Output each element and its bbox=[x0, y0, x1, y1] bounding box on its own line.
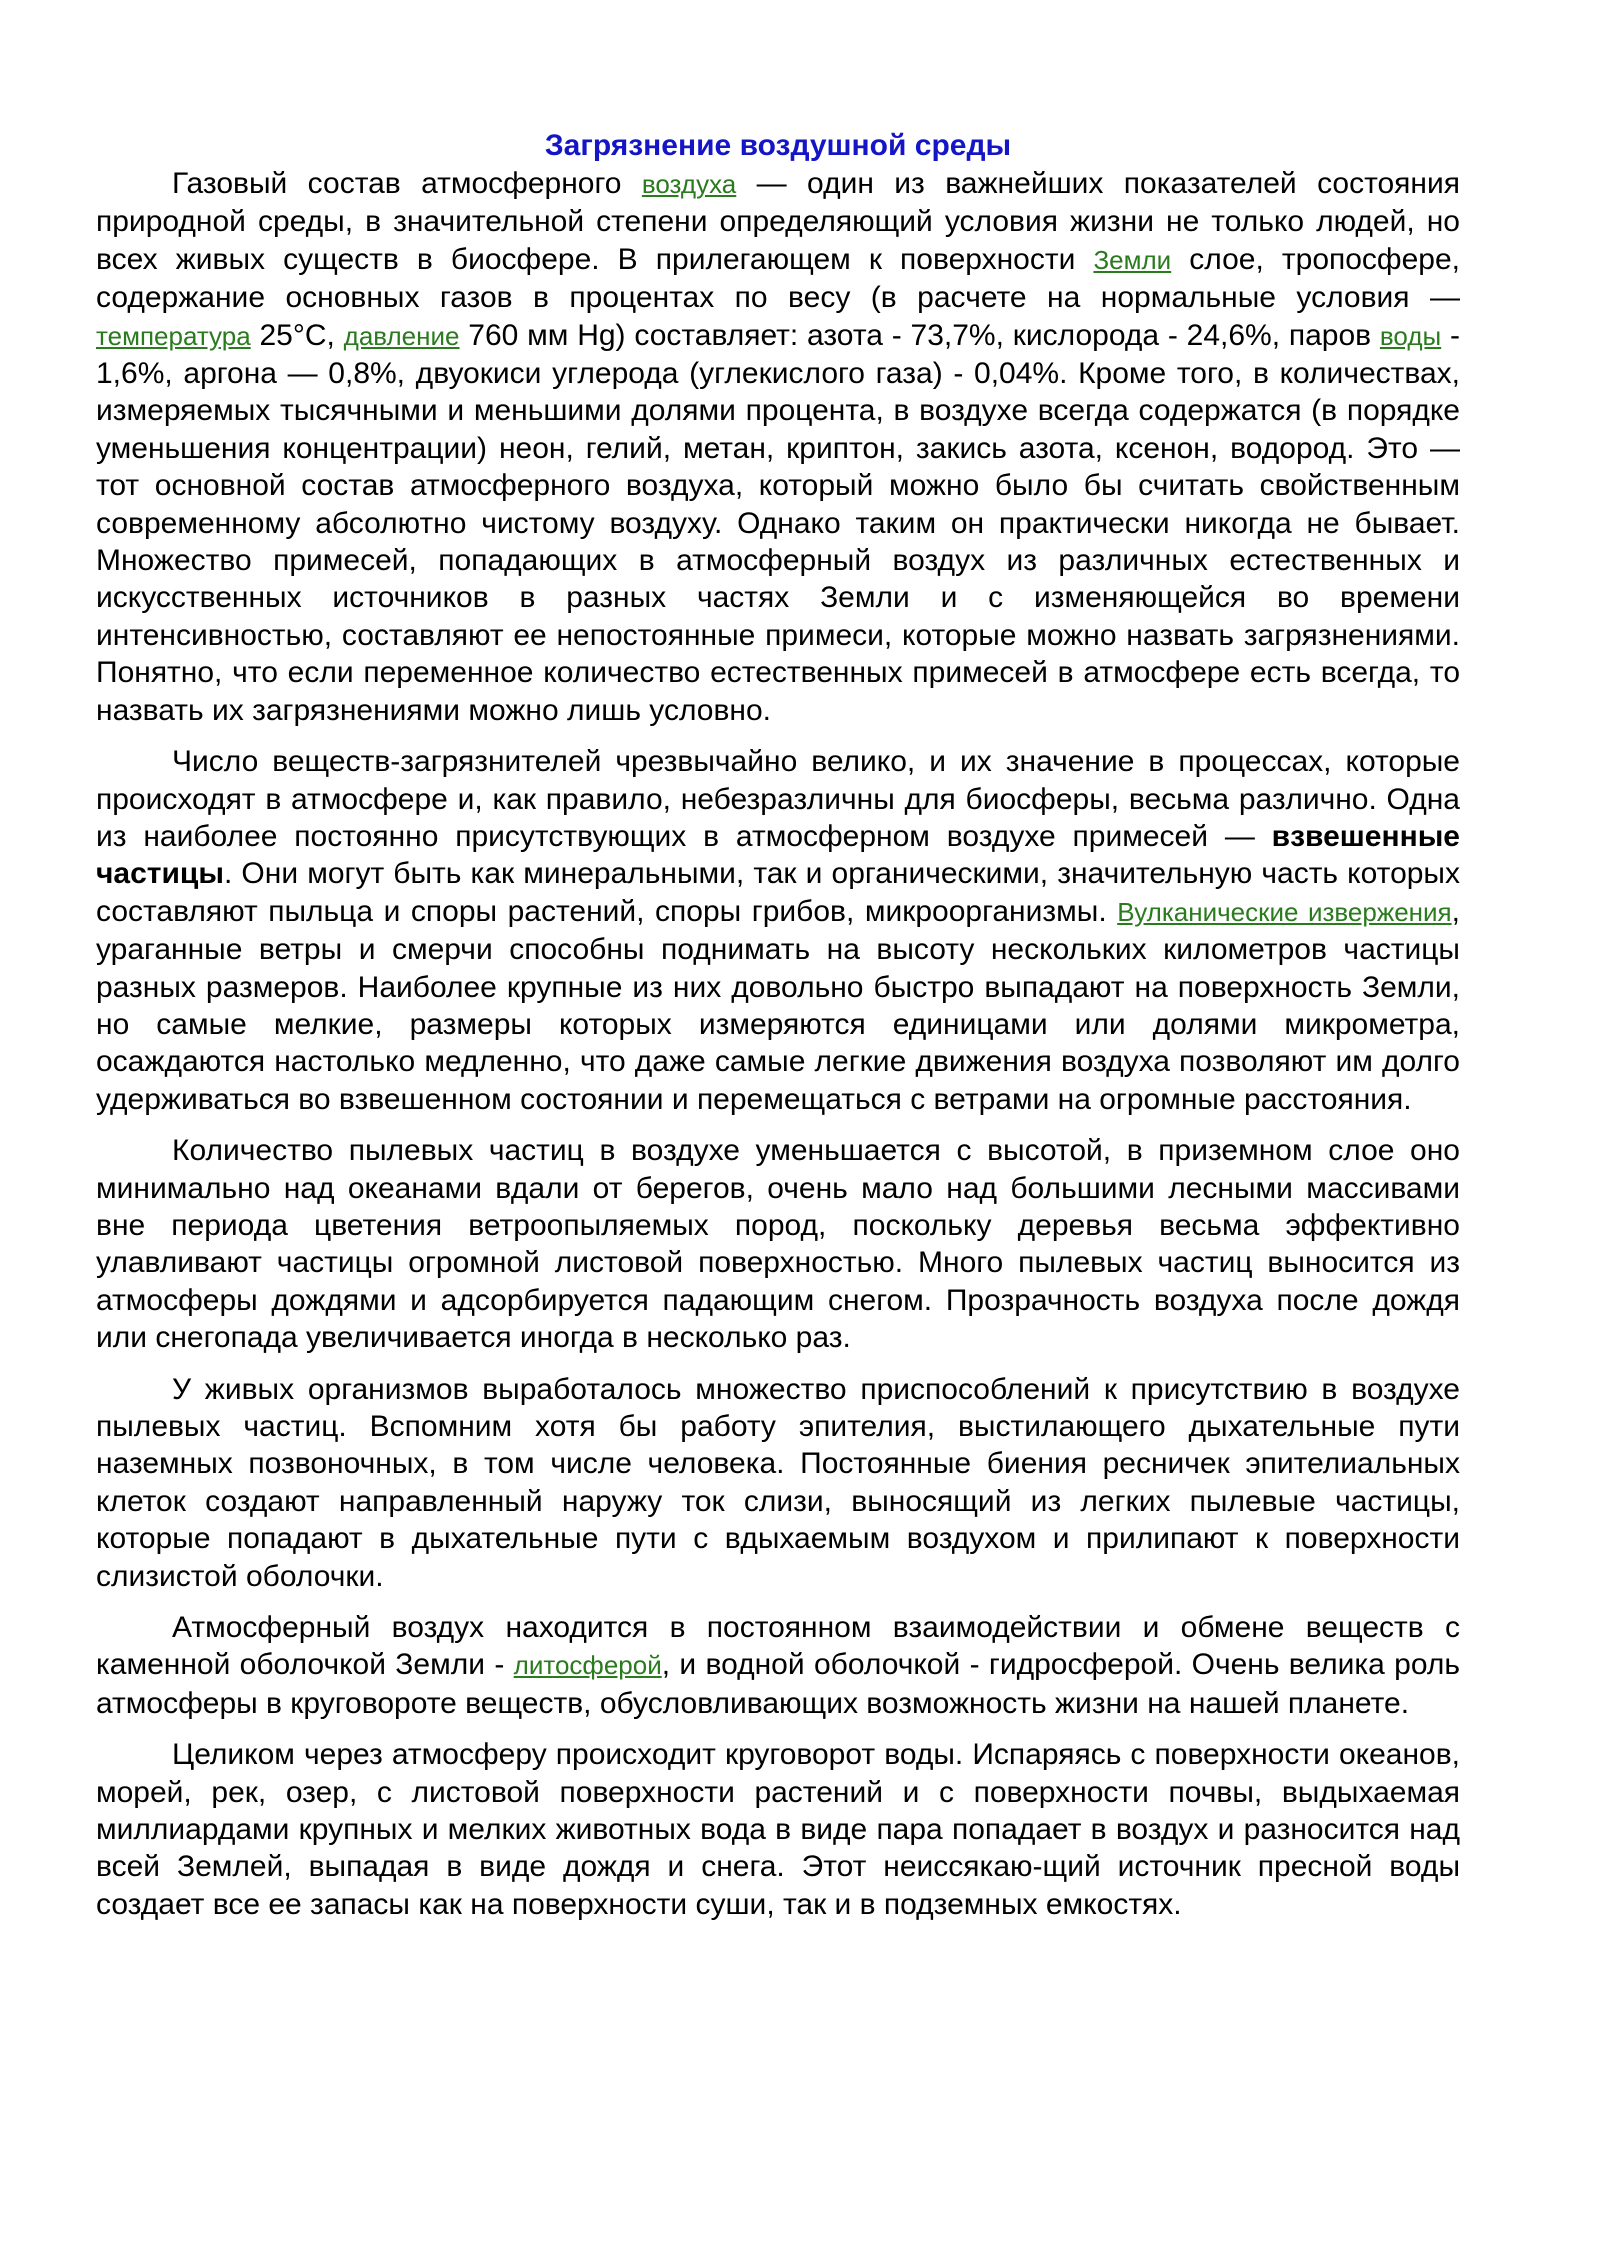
paragraph-3: Количество пылевых частиц в воздухе уменьшается с высотой, в приземном слое оно минимально над океанами вдали от берегов, очень мало над большими лесными массивами вне периода цветения ветроопыляемых пород, поскольку деревья весьма эффективно улавливают частицы огромной листовой поверхностью. Много пылевых частиц выносится из атмосферы дождями и адсорбируется падающим снегом. Прозрачность воздуха после дождя или снегопада увеличивается иногда в несколько раз. bbox=[96, 1134, 1460, 1355]
link-vulkanicheskie-izverzheniya[interactable]: Вулканические извержения bbox=[1117, 896, 1452, 927]
paragraph-text: — один из важнейших показателей состояния природной среды, в значительной степени определяющий условия жизни не только людей, но всех живых существ в биосфере. В прилегающем к поверхности bbox=[96, 167, 1460, 276]
paragraph-text: Число веществ-загрязнителей чрезвычайно велико, и их значение в процессах, которые происходят в атмосфере и, как правило, небезразличны для биосферы, весьма различно. Одна из наиболее постоянно присутствующих в атмосферном воздухе примесей — bbox=[96, 745, 1460, 853]
link-davlenie[interactable]: давление bbox=[343, 320, 460, 351]
paragraph-text: Газовый состав атмосферного bbox=[172, 167, 642, 200]
paragraph-text: , и водной оболочкой - гидросферой. Очень велика роль атмосферы в круговороте веществ, обусловливающих возможность жизни на нашей планете. bbox=[96, 1648, 1461, 1720]
paragraph-4: У живых организмов выработалось множество приспособлений к присутствию в воздухе пылевых частиц. Вспомним хотя бы работу эпителия, выстилающего дыхательные пути наземных позвоночных, в том числе человека. Постоянные биения ресничек эпителиальных клеток создают направленный наружу ток слизи, выносящий из легких пылевые частицы, которые попадают в дыхательные пути с вдыхаемым воздухом и прилипают к поверхности слизистой оболочки. bbox=[96, 1372, 1460, 1593]
document-page bbox=[96, 126, 1460, 1937]
link-litosferoy[interactable]: литосферой bbox=[513, 1650, 662, 1681]
paragraph-2 bbox=[96, 743, 1460, 1118]
bold-term: взвешенные частицы bbox=[96, 819, 1460, 891]
link-zemli[interactable]: Земли bbox=[1093, 244, 1172, 275]
paragraph-1 bbox=[96, 165, 1460, 729]
link-temperatura[interactable]: температура bbox=[96, 320, 251, 351]
paragraph-text: 25°С, bbox=[250, 318, 344, 352]
link-vozdukha[interactable]: воздуха bbox=[641, 169, 737, 199]
paragraph-text: . Они могут быть как минеральными, так и органическими, значительную часть которых составляют пыльца и споры растений, споры грибов, микроорганизмы. bbox=[96, 857, 1460, 928]
paragraph-text: 760 мм Hg) составляет: азота - 73,7%, кислорода - 24,6%, паров bbox=[459, 318, 1380, 352]
paragraph-text: Атмосферный воздух находится в постоянном взаимодействии и обмене веществ с каменной оболочкой Земли - bbox=[96, 1611, 1460, 1682]
paragraph-6: Целиком через атмосферу происходит круговорот воды. Испаряясь с поверхности океанов, морей, рек, озер, с листовой поверхности растений и с поверхности почвы, выдыхаемая миллиардами крупных и мелких животных вода в виде пара попадает в воздух и разносится над всей Землей, выпадая в виде дождя и снега. Этот неиссякаю-щий источник пресной воды создает все ее запасы как на поверхности суши, так и в подземных емкостях. bbox=[96, 1738, 1460, 1921]
link-vody[interactable]: воды bbox=[1379, 320, 1442, 351]
document-title: Загрязнение воздушной среды bbox=[544, 129, 1012, 162]
paragraph-text: слое, тропосфере, содержание основных газов в процентах по весу (в расчете на нормальные условия — bbox=[96, 242, 1460, 315]
paragraph-text: - 1,6%, аргона — 0,8%, двуокиси углерода (углекислого газа) - 0,04%. Кроме того, в количествах, измеряемых тысячными и меньшими долями процента, в воздухе всегда содержатся (в порядке уменьшения концентрации) неон, гелий, метан, криптон, закись азота, ксенон, водород. Это — тот основной состав атмосферного воздуха, который можно было бы считать свойственным современному абсолютно чистому воздуху. Однако таким он практически никогда не бывает. Множество примесей, попадающих в атмосферный воздух из различных естественных и искусственных источников в разных частях Земли и с изменяющейся во времени интенсивностью, составляют ее непостоянные примеси, которые можно назвать загрязнениями. Понятно, что если переменное количество естественных примесей в атмосфере есть всегда, то назвать их загрязнениями можно лишь условно. bbox=[96, 318, 1460, 727]
paragraph-5 bbox=[96, 1609, 1460, 1722]
paragraph-text: , ураганные ветры и смерчи способны поднимать на высоту нескольких километров частицы разных размеров. Наиболее крупные из них довольно быстро выпадают на поверхность Земли, но самые мелкие, размеры которых измеряются единицами или долями микрометра, осаждаются настолько медленно, что даже самые легкие движения воздуха позволяют им долго удерживаться во взвешенном состоянии и перемещаться с ветрами на огромные расстояния. bbox=[96, 894, 1460, 1116]
